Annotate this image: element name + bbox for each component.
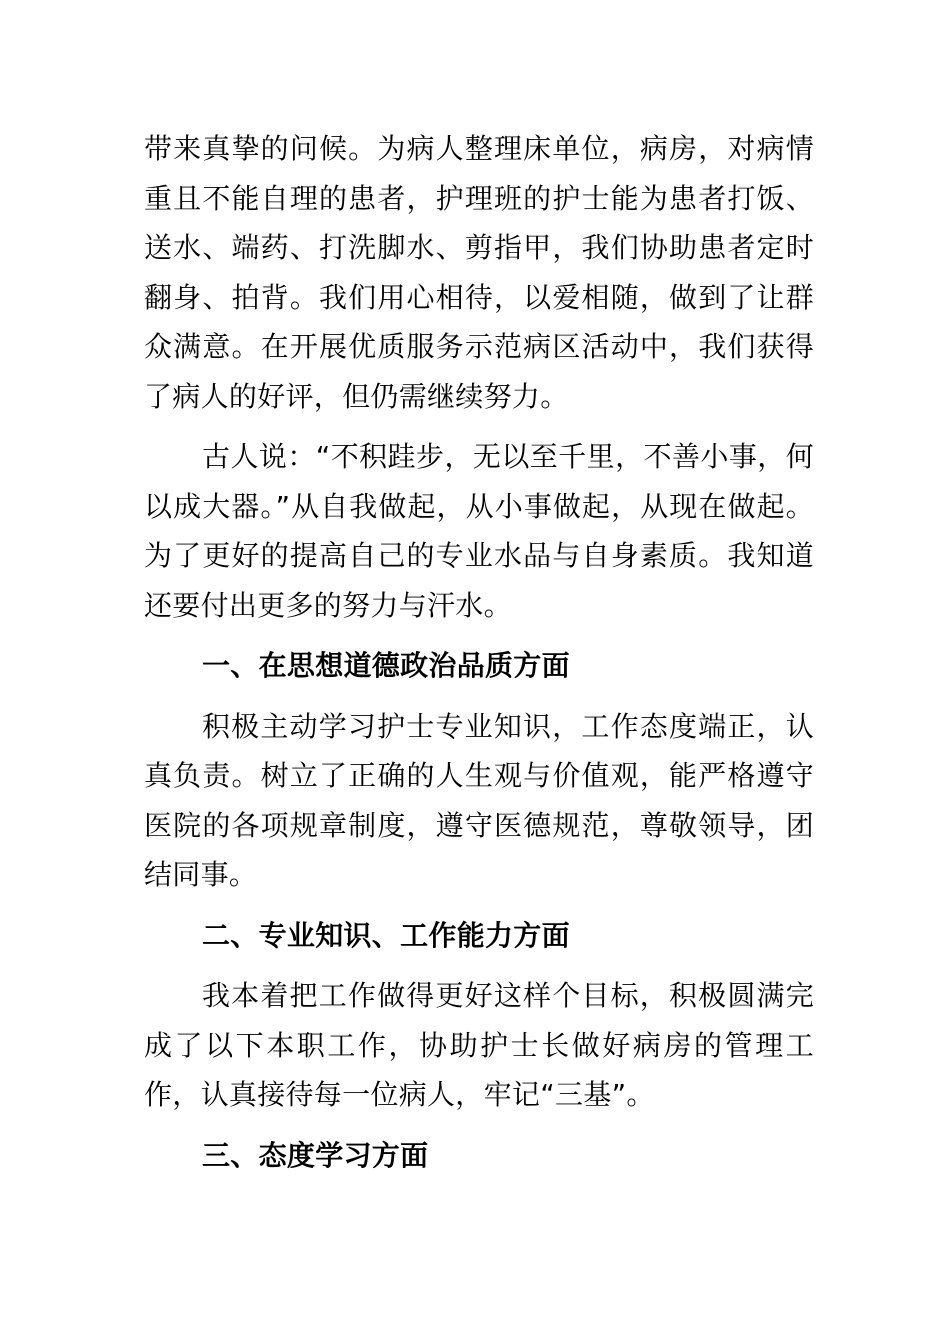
section-heading-attitude: 三、态度学习方面 [202,1138,429,1172]
paragraph-professional: 我本着把工作做得更好这样个目标，积极圆满完成了以下本职工作，协助护士长做好病房的管理工作，认真接待每一位病人，牢记“三基”。 [144,979,814,1111]
paragraph-moral: 积极主动学习护士专业知识，工作态度端正，认真负责。树立了正确的人生观与价值观，能严格遵守医院的各项规章制度，遵守医德规范，尊敬领导，团结同事。 [144,709,814,891]
paragraph-patient-care: 带来真挚的问候。为病人整理床单位，病房，对病情重且不能自理的患者，护理班的护士能为患者打饭、送水、端药、打洗脚水、剪指甲，我们协助患者定时翻身、拍背。我们用心相待，以爱相随，做到了让群众满意。在开展优质服务示范病区活动中，我们获得了病人的好评，但仍需继续努力。 [144,132,814,413]
document-page [144,124,814,1191]
section-heading-moral: 一、在思想道德政治品质方面 [202,649,570,682]
paragraph-proverb: 古人说：“不积跬步，无以至千里，不善小事，何以成大器。”从自我做起，从小事做起，从现在做起。为了更好的提高自己的专业水品与自身素质。我知道还要付出更多的努力与汗水。 [144,440,814,622]
section-heading-professional: 二、专业知识、工作能力方面 [202,918,570,952]
